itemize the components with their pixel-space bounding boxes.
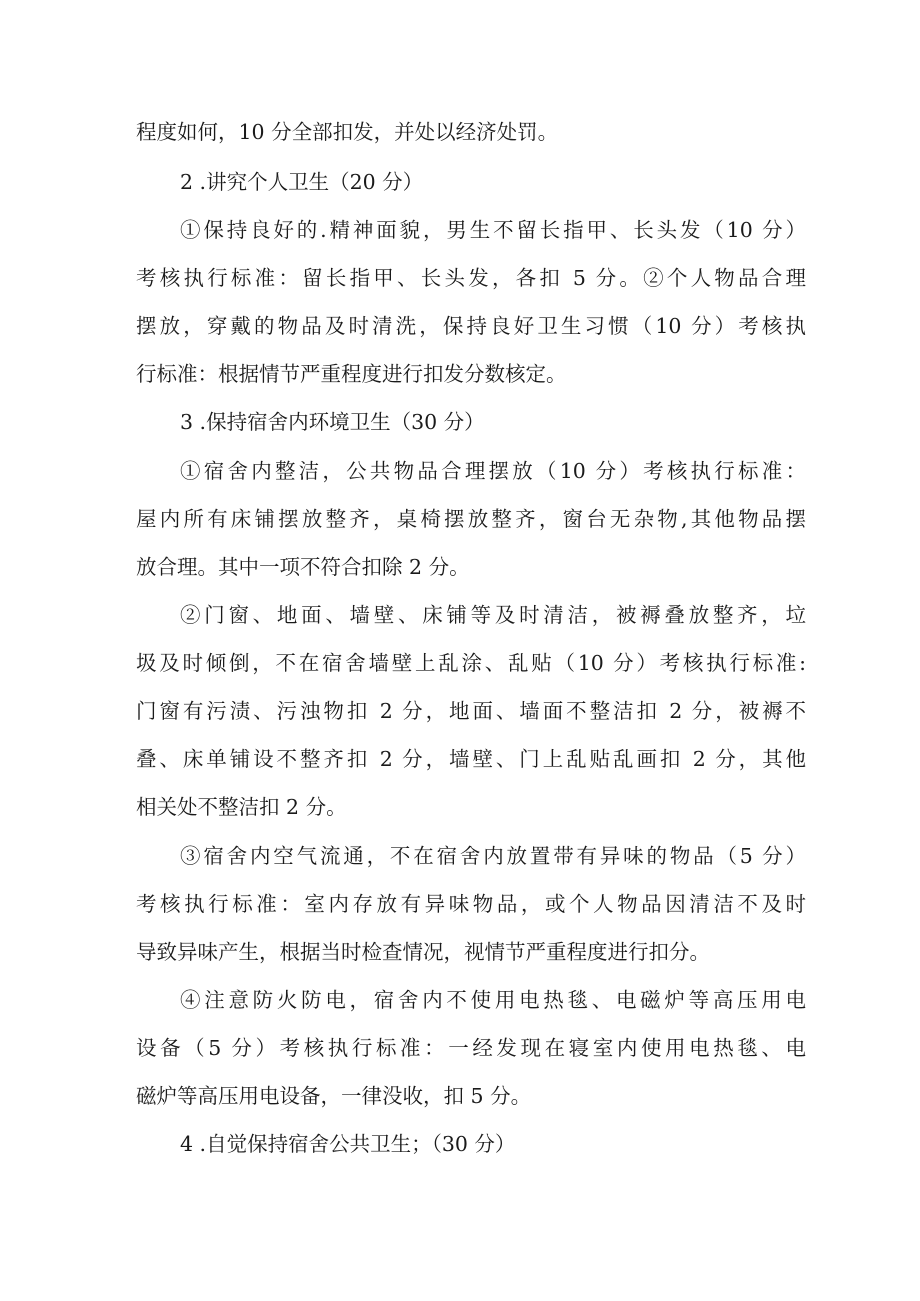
text-line: 摆放，穿戴的物品及时清洗，保持良好卫生习惯（10 分）考核执 — [136, 314, 806, 338]
text-line: 磁炉等高压用电设备，一律没收，扣 5 分。 — [136, 1084, 532, 1108]
text-line: 行标准：根据情节严重程度进行扣发分数核定。 — [136, 362, 567, 386]
text-line: 屋内所有床铺摆放整齐，桌椅摆放整齐，窗台无杂物,其他物品摆 — [136, 507, 806, 531]
text-line: ④注意防火防电，宿舍内不使用电热毯、电磁炉等高压用电 — [180, 988, 806, 1012]
text-line: ①保持良好的.精神面貌，男生不留长指甲、长头发（10 分） — [180, 218, 806, 242]
text-line: 相关处不整洁扣 2 分。 — [136, 795, 347, 819]
section-heading: 2 .讲究个人卫生（20 分） — [180, 170, 424, 194]
section-heading: 4 .自觉保持宿舍公共卫生；（30 分） — [180, 1132, 516, 1156]
text-line: ①宿舍内整洁，公共物品合理摆放（10 分）考核执行标准： — [180, 459, 806, 483]
text-line: 导致异味产生，根据当时检查情况，视情节严重程度进行扣分。 — [136, 940, 710, 964]
text-line: 设备（5 分）考核执行标准：一经发现在寝室内使用电热毯、电 — [136, 1036, 806, 1060]
text-line: 叠、床单铺设不整齐扣 2 分，墙壁、门上乱贴乱画扣 2 分，其他 — [136, 747, 806, 771]
text-line: 考核执行标准：留长指甲、长头发，各扣 5 分。②个人物品合理 — [136, 266, 806, 290]
text-line: 门窗有污渍、污浊物扣 2 分，地面、墙面不整洁扣 2 分，被褥不 — [136, 699, 806, 723]
section-heading: 3 .保持宿舍内环境卫生（30 分） — [180, 410, 485, 434]
text-line: ②门窗、地面、墙壁、床铺等及时清洁，被褥叠放整齐，垃 — [180, 603, 806, 627]
text-line: ③宿舍内空气流通，不在宿舍内放置带有异味的物品（5 分） — [180, 844, 806, 868]
text-line: 放合理。其中一项不符合扣除 2 分。 — [136, 555, 470, 579]
text-line: 考核执行标准：室内存放有异味物品，或个人物品因清洁不及时 — [136, 892, 806, 916]
text-line: 程度如何，10 分全部扣发，并处以经济处罚。 — [136, 120, 559, 144]
text-line: 圾及时倾倒，不在宿舍墙壁上乱涂、乱贴（10 分）考核执行标准: — [136, 651, 806, 675]
